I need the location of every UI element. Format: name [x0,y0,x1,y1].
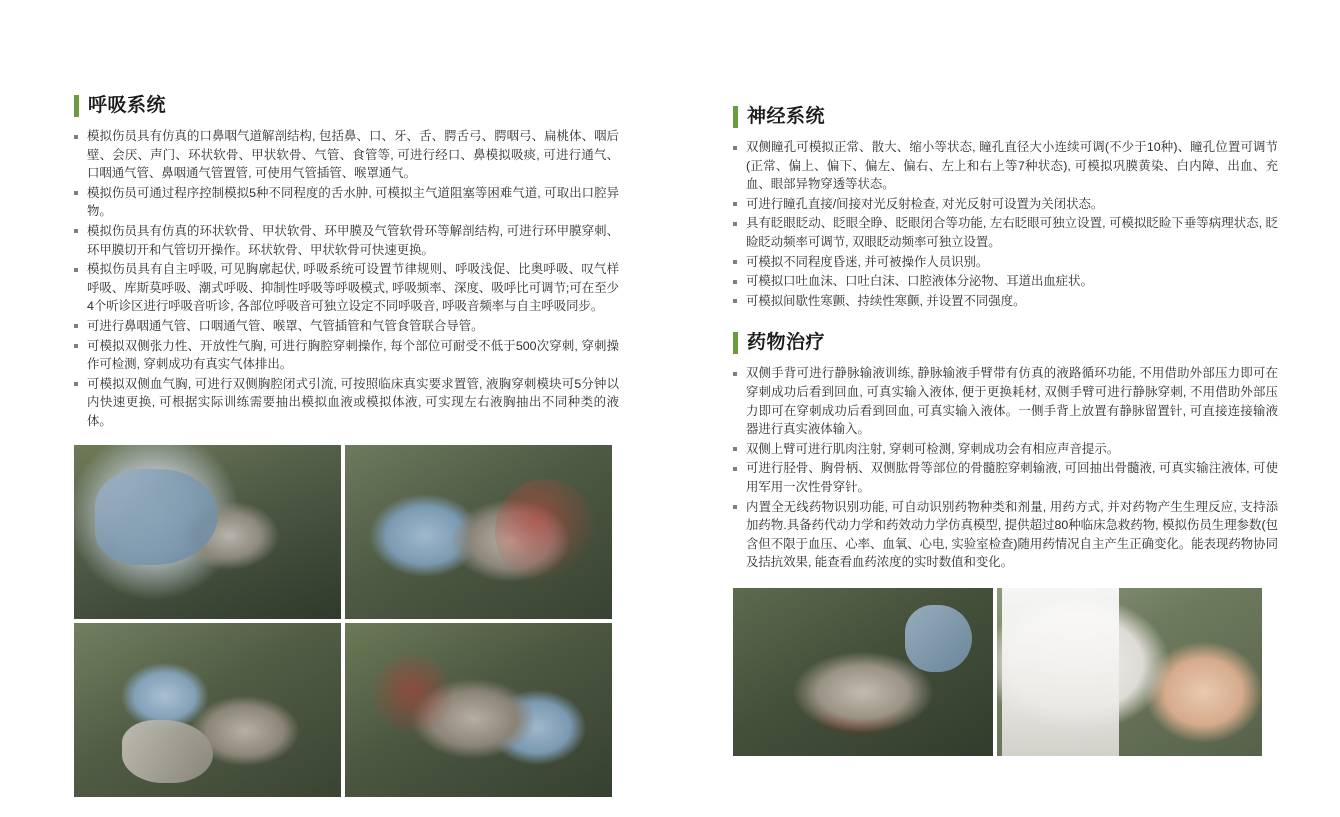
section-title: 药物治疗 [747,332,826,354]
section-heading-nervous [733,106,1278,128]
photo-image [345,445,612,619]
list-item: 模拟伤员具有自主呼吸, 可见胸廓起伏, 呼吸系统可设置节律规则、呼吸浅促、比奥呼吸、叹气样呼吸、库斯莫呼吸、潮式呼吸、抑制性呼吸等呼吸模式, 呼吸频率、深度、吸呼比可调节;可在至少4个听诊区进行呼吸音听诊, 各部位呼吸音可独立设定不同呼吸音, 呼吸音频率与自主呼吸同步。 [74,260,619,316]
nervous-feature-list [733,138,1278,310]
list-item: 双侧瞳孔可模拟正常、散大、缩小等状态, 瞳孔直径大小连续可调(不少于10种)、瞳孔位置可调节(正常、偏上、偏下、偏左、偏右、左上和右上等7种状态), 可模拟巩膜黄染、白内障、出血、充血、眼部异物穿透等状态。 [733,138,1278,194]
photo-image [733,588,993,756]
list-item: 可模拟双侧血气胸, 可进行双侧胸腔闭式引流, 可按照临床真实要求置管, 液胸穿刺模块可5分钟以内快速更换, 可根据实际训练需要抽出模拟血液或模拟体液, 可实现左右液胸抽出不同种类的液体。 [74,375,619,431]
list-item: 可模拟双侧张力性、开放性气胸, 可进行胸腔穿刺操作, 每个部位可耐受不低于500次穿刺, 穿刺操作可检测, 穿刺成功有真实气体排出。 [74,337,619,374]
left-photo-grid [74,445,619,797]
section-heading-pharmacotherapy [733,332,1278,354]
list-item: 可模拟口吐血沫、口吐白沫、口腔液体分泌物、耳道出血症状。 [733,272,1278,291]
photo-image [74,623,341,797]
photo-intraosseous-infusion [733,588,993,756]
photo-image [997,588,1262,756]
heading-accent-bar [74,95,79,117]
photo-chest-tube-drainage [74,623,341,797]
pharmacotherapy-feature-list [733,364,1278,572]
photo-oral-cavity-examination [345,445,612,619]
list-item: 模拟伤员具有仿真的环状软骨、甲状软骨、环甲膜及气管软骨环等解剖结构, 可进行环甲膜穿刺、环甲膜切开和气管切开操作。环状软骨、甲状软骨可快速更换。 [74,222,619,259]
list-item: 可模拟不同程度昏迷, 并可被操作人员识别。 [733,253,1278,272]
heading-accent-bar [733,106,738,128]
left-column [74,95,619,797]
section-title: 呼吸系统 [88,95,167,116]
list-item: 可模拟间歇性寒颤、持续性寒颤, 并设置不同强度。 [733,292,1278,311]
section-title: 神经系统 [747,106,826,127]
section-heading-respiratory [74,95,619,117]
list-item: 可进行鼻咽通气管、口咽通气管、喉罩、气管插管和气管食管联合导管。 [74,317,619,336]
list-item: 模拟伤员具有仿真的口鼻咽气道解剖结构, 包括鼻、口、牙、舌、腭舌弓、腭咽弓、扁桃体、咽后壁、会厌、声门、环状软骨、甲状软骨、气管、食管等, 可进行经口、鼻模拟吸痰, 可进行通气、口咽通气管、鼻咽通气管置管, 可使用气管插管、喉罩通气。 [74,127,619,183]
right-column [733,106,1278,756]
list-item: 双侧上臂可进行肌肉注射, 穿刺可检测, 穿刺成功会有相应声音提示。 [733,440,1278,459]
photo-needle-decompression [345,623,612,797]
list-item: 双侧手背可进行静脉输液训练, 静脉输液手臂带有仿真的液路循环功能, 不用借助外部压力即可在穿刺成功后看到回血, 可真实输入液体, 便于更换耗材, 双侧手臂可进行静脉穿刺, 不用借助外部压力即可在穿刺成功后看到回血, 可真实输入液体。一侧手背上放置有静脉留置针, 可直接连接输液器进行真实液体输入。 [733,364,1278,438]
photo-iv-arm-training [997,588,1262,756]
photo-oral-airway-training [74,445,341,619]
list-item: 模拟伤员可通过程序控制模拟5种不同程度的舌水肿, 可模拟主气道阻塞等困难气道, 可取出口腔异物。 [74,184,619,221]
list-item: 可进行瞳孔直接/间接对光反射检查, 对光反射可设置为关闭状态。 [733,195,1278,214]
list-item: 内置全无线药物识别功能, 可自动识别药物种类和剂量, 用药方式, 并对药物产生生理反应, 支持添加药物.具备药代动力学和药效动力学仿真模型, 提供超过80种临床急救药物, 模拟伤员生理参数(包含但不限于血压、心率、血氧、心电, 实验室检查)随用药情况自主产生正确变化。能表现药物协同及拮抗效果, 能查看血药浓度的实时数值和变化。 [733,498,1278,572]
photo-image [345,623,612,797]
heading-accent-bar [733,332,738,354]
list-item: 具有眨眼眨动、眨眼全睁、眨眼闭合等功能, 左右眨眼可独立设置, 可模拟眨睑下垂等病理状态, 眨睑眨动频率可调节, 双眼眨动频率可独立设置。 [733,214,1278,251]
respiratory-feature-list [74,127,619,431]
list-item: 可进行胫骨、胸骨柄、双侧肱骨等部位的骨髓腔穿刺输液, 可回抽出骨髓液, 可真实输注液体, 可使用军用一次性骨穿针。 [733,459,1278,496]
photo-image [74,445,341,619]
right-photo-row [733,588,1278,756]
